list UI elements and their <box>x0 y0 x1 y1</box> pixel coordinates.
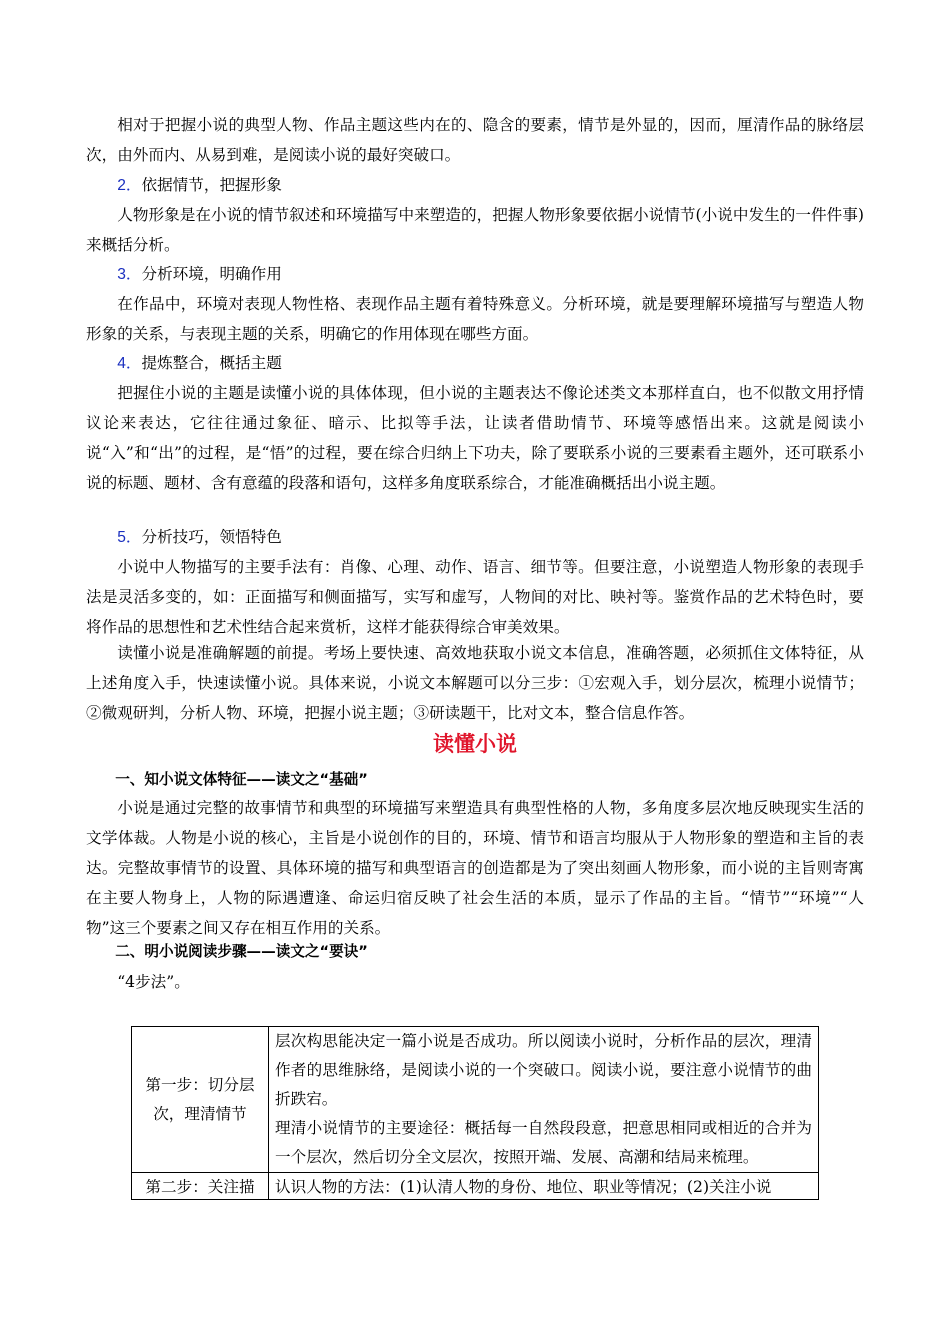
paragraph-environment: 在作品中，环境对表现人物性格、表现作品主题有着特殊意义。分析环境，就是要理解环境描写与塑造人物形象的关系，与表现主题的关系，明确它的作用体现在哪些方面。 <box>86 295 864 343</box>
point-2-number: 2． <box>117 177 142 194</box>
step-1-text-b: 理清小说情节的主要途径：概括每一自然段段意，把意思相同或相近的合并为一个层次，然后切分全文层次，按照开端、发展、高潮和结局来梳理。 <box>275 1119 812 1166</box>
step-1-label: 第一步：切分层次，理清情节 <box>132 1027 269 1173</box>
table-row <box>132 1027 819 1173</box>
point-4-heading <box>86 348 864 379</box>
paragraph-technique: 小说中人物描写的主要手法有：肖像、心理、动作、语言、细节等。但要注意，小说塑造人物形象的表现手法是灵活多变的，如：正面描写和侧面描写，实写和虚写，人物间的对比、映衬等。鉴赏作品的艺术特色时，要将作品的思想性和艺术性结合起来赏析，这样才能获得综合审美效果。 <box>86 558 864 636</box>
point-4-number: 4． <box>117 355 142 372</box>
step-2-label: 第二步：关注描 <box>132 1173 269 1200</box>
step-2-content: 认识人物的方法：(1)认清人物的身份、地位、职业等情况；(2)关注小说 <box>269 1173 819 1200</box>
section-1-heading: 一、知小说文体特征——读文之“基础” <box>115 771 368 788</box>
point-4-text: 提炼整合，概括主题 <box>141 354 282 372</box>
section-2-heading: 二、明小说阅读步骤——读文之“要诀” <box>115 943 368 960</box>
paragraph-theme: 把握住小说的主题是读懂小说的具体体现，但小说的主题表达不像论述类文本那样直白，也不似散文用抒情议论来表达，它往往通过象征、暗示、比拟等手法，让读者借助情节、环境等感悟出来。这就是阅读小说“入”和“出”的过程，是“悟”的过程，要在综合归纳上下功夫，除了要联系小说的三要素看主题外，还可联系小说的标题、题材、含有意蕴的段落和语句，这样多角度联系综合，才能准确概括出小说主题。 <box>86 384 864 492</box>
paragraph-breakthrough: 相对于把握小说的典型人物、作品主题这些内在的、隐含的要素，情节是外显的，因而，厘清作品的脉络层次，由外而内、从易到难，是阅读小说的最好突破口。 <box>86 116 864 164</box>
steps-table <box>131 1026 819 1200</box>
point-3-number: 3． <box>117 266 142 283</box>
section-title: 读懂小说 <box>433 732 517 756</box>
point-2-text: 依据情节，把握形象 <box>141 176 282 194</box>
paragraph-character: 人物形象是在小说的情节叙述和环境描写中来塑造的，把握人物形象要依据小说情节(小说中发生的一件件事)来概括分析。 <box>86 206 864 254</box>
point-5-text: 分析技巧，领悟特色 <box>141 528 282 546</box>
point-5-heading <box>86 522 864 553</box>
section-2-body: “4步法”。 <box>117 973 190 991</box>
step-1-text-a: 层次构思能决定一篇小说是否成功。所以阅读小说时，分析作品的层次，理清作者的思维脉络，是阅读小说的一个突破口。阅读小说，要注意小说情节的曲折跌宕。 <box>275 1032 812 1108</box>
point-3-heading <box>86 259 864 290</box>
table-row <box>132 1173 819 1200</box>
point-3-text: 分析环境，明确作用 <box>141 265 282 283</box>
point-2-heading <box>86 170 864 201</box>
point-5-number: 5． <box>117 529 142 546</box>
section-1-body: 小说是通过完整的故事情节和典型的环境描写来塑造具有典型性格的人物，多角度多层次地反映现实生活的文学体裁。人物是小说的核心，主旨是小说创作的目的，环境、情节和语言均服从于人物形象的塑造和主旨的表达。完整故事情节的设置、具体环境的描写和典型语言的创造都是为了突出刻画人物形象，而小说的主旨则寄寓在主要人物身上，人物的际遇遭逢、命运归宿反映了社会生活的本质，显示了作品的主旨。“情节”“环境”“人物”这三个要素之间又存在相互作用的关系。 <box>86 799 864 937</box>
step-1-content <box>269 1027 819 1173</box>
paragraph-summary: 读懂小说是准确解题的前提。考场上要快速、高效地获取小说文本信息，准确答题，必须抓住文体特征，从上述角度入手，快速读懂小说。具体来说，小说文本解题可以分三步：①宏观入手，划分层次，梳理小说情节；②微观研判，分析人物、环境，把握小说主题；③研读题干，比对文本，整合信息作答。 <box>86 644 864 722</box>
